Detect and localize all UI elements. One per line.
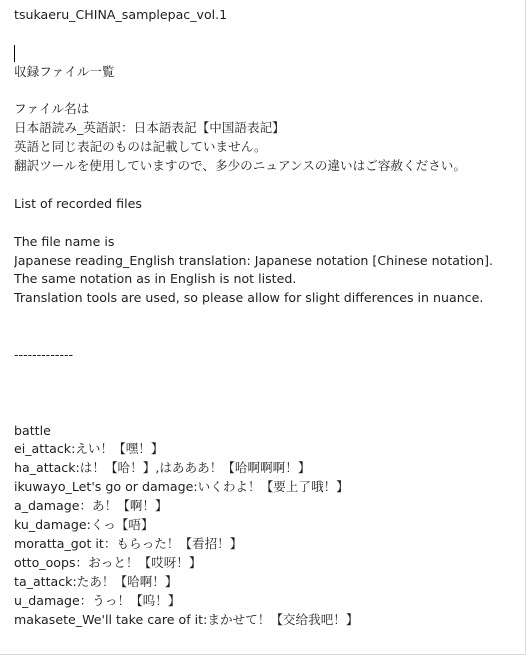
file-entry: makasete_We'll take care of it:まかせて！【交给我吧！】 [14, 611, 359, 627]
document-title: tsukaeru_CHINA_samplepac_vol.1 [14, 7, 228, 22]
document-text[interactable] [14, 6, 519, 629]
file-entry: u_damage：うっ！【呜！】 [14, 592, 181, 608]
file-entry: moratta_got it：もらった！【看招！】 [14, 535, 243, 551]
file-entry: ku_damage:くっ【唔】 [14, 517, 154, 533]
section-heading: battle [14, 422, 51, 438]
blank-line [14, 82, 519, 101]
en-intro-line: The file name is [14, 233, 115, 249]
jp-intro-line: 英語と同じ表記のものは記載していません。 [14, 139, 267, 155]
text-cursor [14, 45, 15, 62]
jp-intro-line: 翻訳ツールを使用していますので、多少のニュアンスの違いはご容赦ください。 [14, 158, 466, 174]
file-entry: otto_oops：おっと！【哎呀！】 [14, 554, 202, 570]
jp-intro-line: 日本語読み_英語訳：日本語表記【中国語表記】 [14, 120, 285, 136]
en-intro-line: Translation tools are used, so please allow for slight differences in nuance. [14, 290, 484, 306]
file-entry: ikuwayo_Let's go or damage:いくわよ！【要上了哦！】 [14, 479, 349, 495]
file-entry: ei_attack:えい！【嘿！】 [14, 441, 164, 457]
file-entry: a_damage：あ！【啊！】 [14, 498, 168, 514]
separator: ------------- [14, 347, 74, 363]
blank-line [14, 176, 519, 195]
jp-heading: 収録ファイル一覧 [14, 63, 115, 79]
blank-line [14, 327, 519, 346]
blank-line [14, 308, 519, 327]
file-entry: ha_attack:は！【哈！】,はあああ！【哈啊啊啊！】 [14, 460, 311, 476]
blank-line [14, 214, 519, 233]
blank-line [14, 25, 519, 44]
file-entry: ta_attack:たあ！【哈啊！】 [14, 573, 178, 589]
jp-intro-line: ファイル名は [14, 101, 90, 117]
en-intro-line: The same notation as in English is not listed. [14, 271, 297, 287]
en-heading: List of recorded files [14, 195, 142, 211]
blank-line [14, 384, 519, 403]
caret-line[interactable] [14, 44, 519, 63]
blank-line [14, 403, 519, 422]
en-intro-line: Japanese reading_English translation: Japanese notation [Chinese notation]. [14, 252, 494, 268]
blank-line [14, 365, 519, 384]
